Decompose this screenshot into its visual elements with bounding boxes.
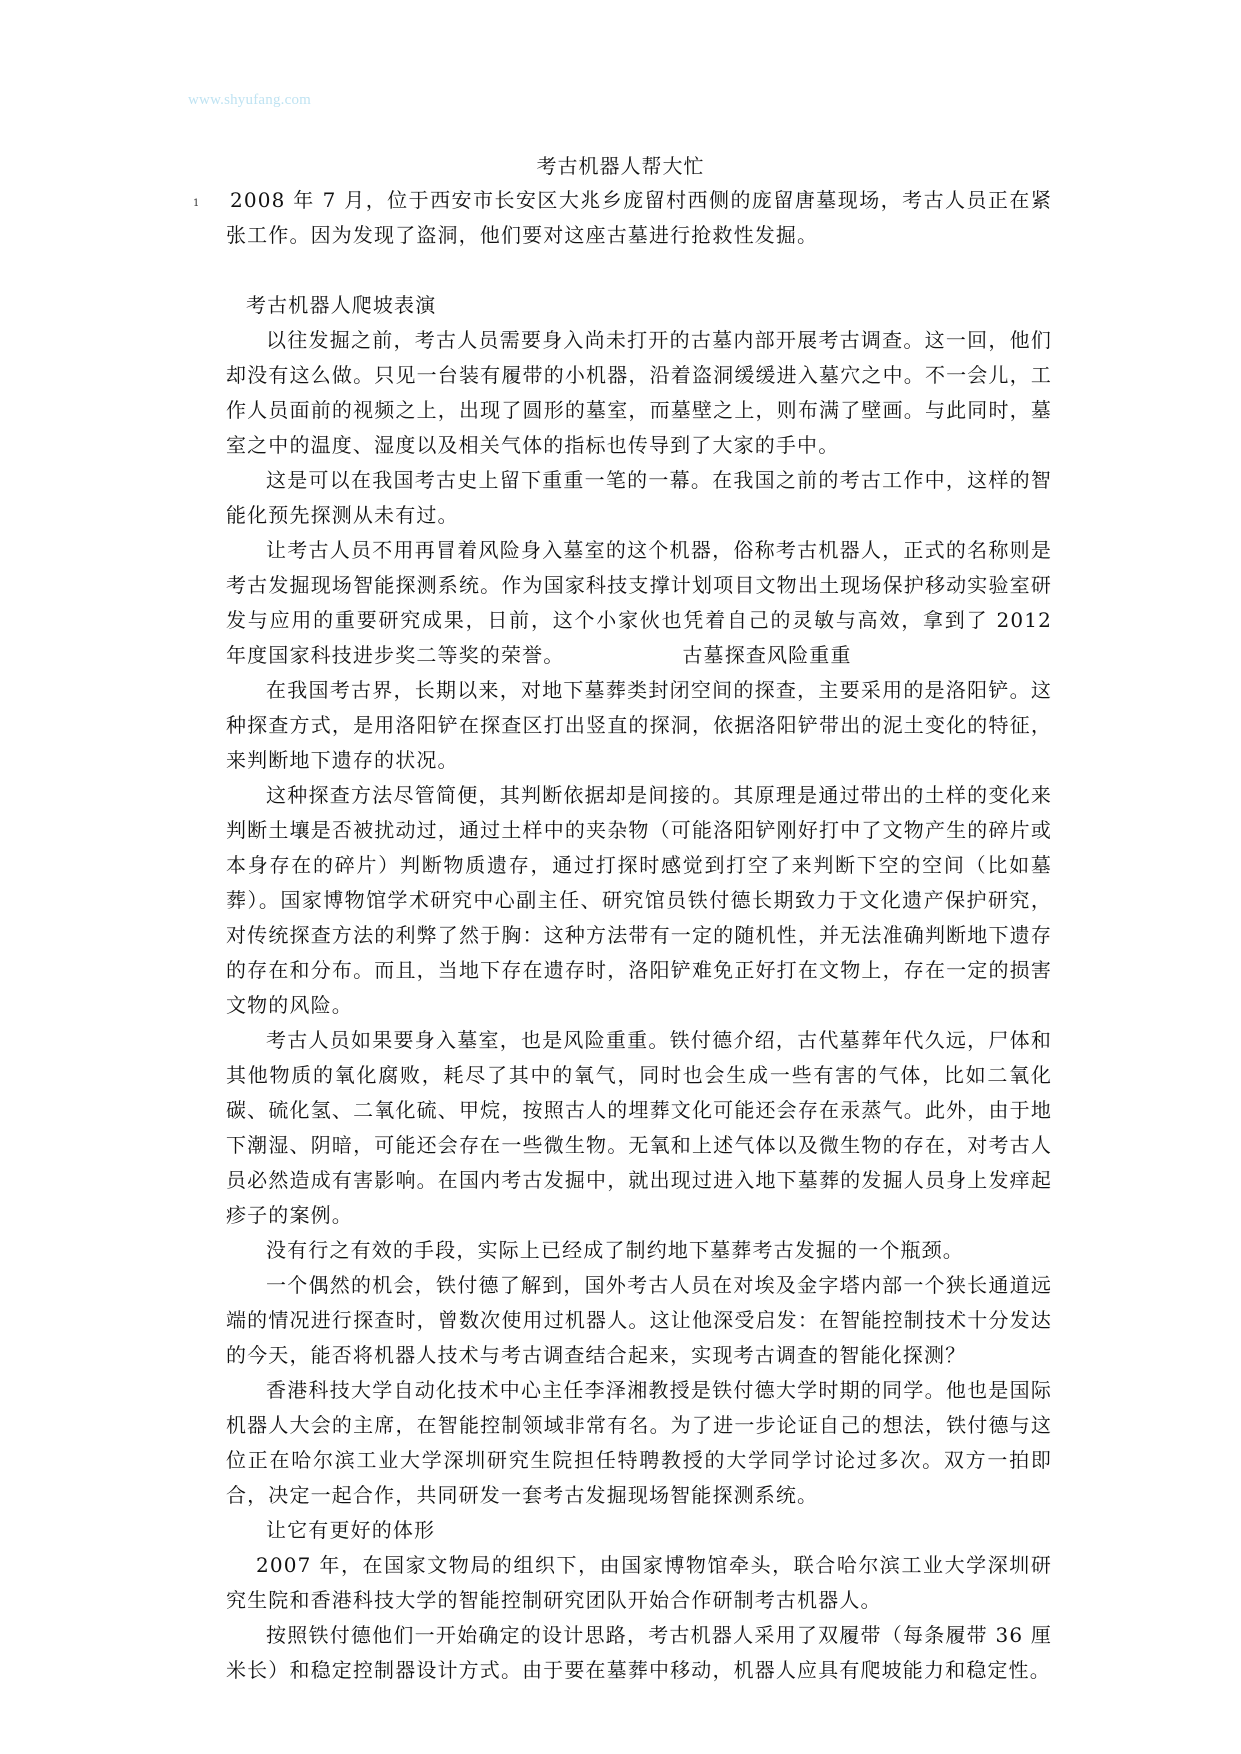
section-heading-better-shape: 让它有更好的体形 — [266, 1518, 436, 1542]
paragraph: 这种探查方法尽管简便，其判断依据却是间接的。其原理是通过带出的土样的变化来判断土壤是否被扰动过，通过土样中的夹杂物（可能洛阳铲刚好打中了文物产生的碎片或本身存在的碎片）判断物质遗存，通过打探时感觉到打空了来判断下空的空间（比如墓葬）。国家博物馆学术研究中心副主任、研究馆员铁付德长期致力于文化遗产保护研究，对传统探查方法的利弊了然于胸：这种方法带有一定的随机性，并无法准确判断地下遗存的存在和分布。而且，当地下存在遗存时，洛阳铲难免正好打在文物上，存在一定的损害文物的风险。 — [226, 783, 1052, 1017]
paragraph: 在我国考古界，长期以来，对地下墓葬类封闭空间的探查，主要采用的是洛阳铲。这种探查方式，是用洛阳铲在探查区打出竖直的探洞，依据洛阳铲带出的泥土变化的特征，来判断地下遗存的状况。 — [226, 678, 1052, 772]
paragraph — [226, 533, 1052, 673]
paragraph-text: 让考古人员不用再冒着风险身入墓室的这个机器，俗称考古机器人，正式的名称则是考古发掘现场智能探测系统。作为国家科技支撑计划项目文物出土现场保护移动实验室研发与应用的重要研究成果，日前，这个小家伙也凭着自己的灵敏与高效，拿到了 2012 年度国家科技进步奖二等奖的荣誉。 — [226, 538, 1052, 667]
paragraph: 香港科技大学自动化技术中心主任李泽湘教授是铁付德大学时期的同学。他也是国际机器人大会的主席，在智能控制领域非常有名。为了进一步论证自己的想法，铁付德与这位正在哈尔滨工业大学深圳研究生院担任特聘教授的大学同学讨论过多次。双方一拍即合，决定一起合作，共同研发一套考古发掘现场智能探测系统。 — [226, 1378, 1052, 1507]
article-body — [226, 183, 1052, 1688]
section-heading-tomb-risk: 古墓探查风险重重 — [682, 643, 852, 667]
document-title: 考古机器人帮大忙 — [536, 154, 705, 178]
paragraph: 这是可以在我国考古史上留下重重一笔的一幕。在我国之前的考古工作中，这样的智能化预先探测从未有过。 — [226, 468, 1052, 527]
paragraph: 没有行之有效的手段，实际上已经成了制约地下墓葬考古发掘的一个瓶颈。 — [266, 1238, 964, 1262]
paragraph: 考古人员如果要身入墓室，也是风险重重。铁付德介绍，古代墓葬年代久远，尸体和其他物质的氧化腐败，耗尽了其中的氧气，同时也会生成一些有害的气体，比如二氧化碳、硫化氢、二氧化硫、甲烷，按照古人的埋葬文化可能还会存在汞蒸气。此外，由于地下潮湿、阴暗，可能还会存在一些微生物。无氧和上述气体以及微生物的存在，对考古人员必然造成有害影响。在国内考古发掘中，就出现过进入地下墓葬的发掘人员身上发痒起疹子的案例。 — [226, 1028, 1052, 1227]
paragraph: 2007 年，在国家文物局的组织下，由国家博物馆牵头，联合哈尔滨工业大学深圳研究生院和香港科技大学的智能控制研究团队开始合作研制考古机器人。 — [226, 1553, 1052, 1612]
section-heading-robot-climb: 考古机器人爬坡表演 — [246, 293, 437, 317]
paragraph: 以往发掘之前，考古人员需要身入尚未打开的古墓内部开展考古调查。这一回，他们却没有这么做。只见一台装有履带的小机器，沿着盗洞缓缓进入墓穴之中。不一会儿，工作人员面前的视频之上，出现了圆形的墓室，而墓壁之上，则布满了壁画。与此同时，墓室之中的温度、湿度以及相关气体的指标也传导到了大家的手中。 — [226, 328, 1052, 457]
paragraph-intro: 2008 年 7 月，位于西安市长安区大兆乡庞留村西侧的庞留唐墓现场，考古人员正在紧张工作。因为发现了盗洞，他们要对这座古墓进行抢救性发掘。 — [226, 188, 1052, 247]
watermark-url: www.shyufang.com — [188, 92, 312, 108]
line-number: 1 — [193, 198, 200, 209]
paragraph: 按照铁付德他们一开始确定的设计思路，考古机器人采用了双履带（每条履带 36 厘米长）和稳定控制器设计方式。由于要在墓葬中移动，机器人应具有爬坡能力和稳定性。 — [226, 1623, 1052, 1682]
paragraph: 一个偶然的机会，铁付德了解到，国外考古人员在对埃及金字塔内部一个狭长通道远端的情况进行探查时，曾数次使用过机器人。这让他深受启发：在智能控制技术十分发达的今天，能否将机器人技术与考古调查结合起来，实现考古调查的智能化探测？ — [226, 1273, 1052, 1367]
